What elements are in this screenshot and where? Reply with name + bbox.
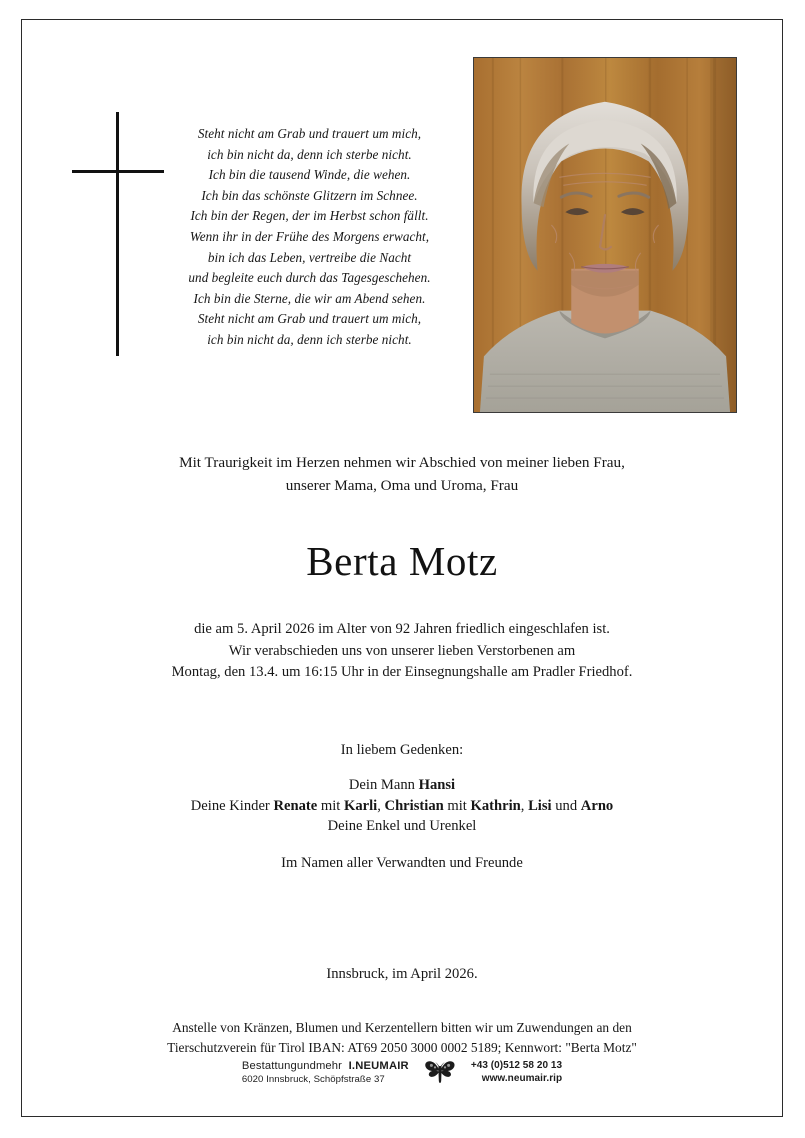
husband-prefix: Dein Mann (348, 777, 419, 793)
intro-text (22, 452, 782, 497)
sep: mit (317, 797, 344, 814)
butterfly-glyph (423, 1058, 457, 1086)
poem-line: Ich bin die Sterne, die wir am Abend sehen. (193, 290, 426, 306)
intro-line-1: Mit Traurigkeit im Herzen nehmen wir Abschied von meiner lieben Frau, (179, 454, 625, 471)
poem-line: ich bin nicht da, denn ich sterbe nicht. (207, 146, 412, 162)
memorial-card-frame (21, 19, 783, 1117)
memorial-card-body (22, 20, 782, 1116)
intro-line-2: unserer Mama, Oma und Uroma, Frau (285, 476, 519, 494)
poem-line: bin ich das Leben, vertreibe die Nacht (207, 249, 412, 265)
child-name-christian: Christian (384, 797, 444, 814)
donation-note (22, 1018, 782, 1057)
brand-part-2: undmehr (296, 1059, 343, 1072)
sep: und (551, 797, 581, 814)
footer-phone: +43 (0)512 58 20 13 (470, 1059, 563, 1071)
sep: , (377, 797, 385, 814)
details-line-3: Montag, den 13.4. um 16:15 Uhr in der Einsegnungshalle am Pradler Friedhof. (171, 664, 633, 680)
cross-horizontal-bar (72, 170, 164, 173)
donation-line-1: Anstelle von Kränzen, Blumen und Kerzentellern bitten wir um Zuwendungen an den (172, 1020, 632, 1035)
details-line-1: die am 5. April 2026 im Alter von 92 Jahren friedlich eingeschlafen ist. (194, 621, 610, 637)
children-prefix: Deine Kinder (190, 797, 274, 814)
cross-vertical-bar (116, 112, 119, 356)
butterfly-icon (423, 1058, 457, 1086)
child-partner-kathrin: Kathrin (470, 797, 521, 814)
sep: mit (443, 797, 471, 814)
footer-website[interactable]: www.neumair.rip (481, 1073, 563, 1084)
brand-part-3: I.NEUMAIR (348, 1059, 409, 1072)
relatives-line: Im Namen aller Verwandten und Freunde (281, 855, 523, 871)
child-name-renate: Renate (273, 797, 318, 814)
details-line-2: Wir verabschieden uns von unserer lieben Verstorbenen am (228, 642, 576, 659)
portrait-photo (473, 57, 737, 413)
remembrance-heading: In liebem Gedenken: (340, 742, 464, 758)
place-and-date: Innsbruck, im April 2026. (326, 966, 478, 982)
poem-line: Steht nicht am Grab und trauert um mich, (197, 311, 422, 327)
donation-line-2: Tierschutzverein für Tirol IBAN: AT69 2050 3000 0002 5189; Kennwort: "Berta Motz" (167, 1039, 637, 1055)
sep: , (520, 797, 529, 814)
family-children-line (22, 796, 782, 817)
poem-line: Ich bin das schönste Glitzern im Schnee. (201, 187, 418, 203)
portrait-illustration (474, 58, 736, 412)
poem-line: Ich bin die tausend Winde, die wehen. (208, 167, 411, 183)
brand-part-1: Bestattung (241, 1059, 297, 1072)
memorial-poem (172, 124, 447, 351)
family-list (22, 775, 782, 837)
child-name-lisi: Lisi (528, 797, 552, 814)
poem-line: ich bin nicht da, denn ich sterbe nicht. (207, 331, 412, 347)
poem-line: Wenn ihr in der Frühe des Morgens erwacht, (189, 228, 430, 244)
child-name-arno: Arno (580, 797, 614, 814)
footer-contact-block (471, 1059, 562, 1086)
footer-brand (242, 1059, 409, 1073)
funeral-home-footer (22, 1058, 782, 1086)
poem-line: Steht nicht am Grab und trauert um mich, (197, 126, 422, 141)
deceased-name: Berta Motz (306, 538, 498, 584)
poem-line: Ich bin der Regen, der im Herbst schon fällt. (190, 208, 429, 224)
child-partner-karli: Karli (343, 797, 378, 814)
family-grandchildren-line: Deine Enkel und Urenkel (327, 818, 477, 834)
poem-line: und begleite euch durch das Tagesgeschehen. (188, 270, 431, 286)
footer-address: 6020 Innsbruck, Schöpfstraße 37 (241, 1073, 385, 1085)
christian-cross-icon (72, 112, 164, 356)
footer-company-block (242, 1059, 409, 1086)
funeral-details (22, 619, 782, 684)
family-husband-line (22, 775, 782, 796)
husband-name: Hansi (418, 777, 456, 793)
